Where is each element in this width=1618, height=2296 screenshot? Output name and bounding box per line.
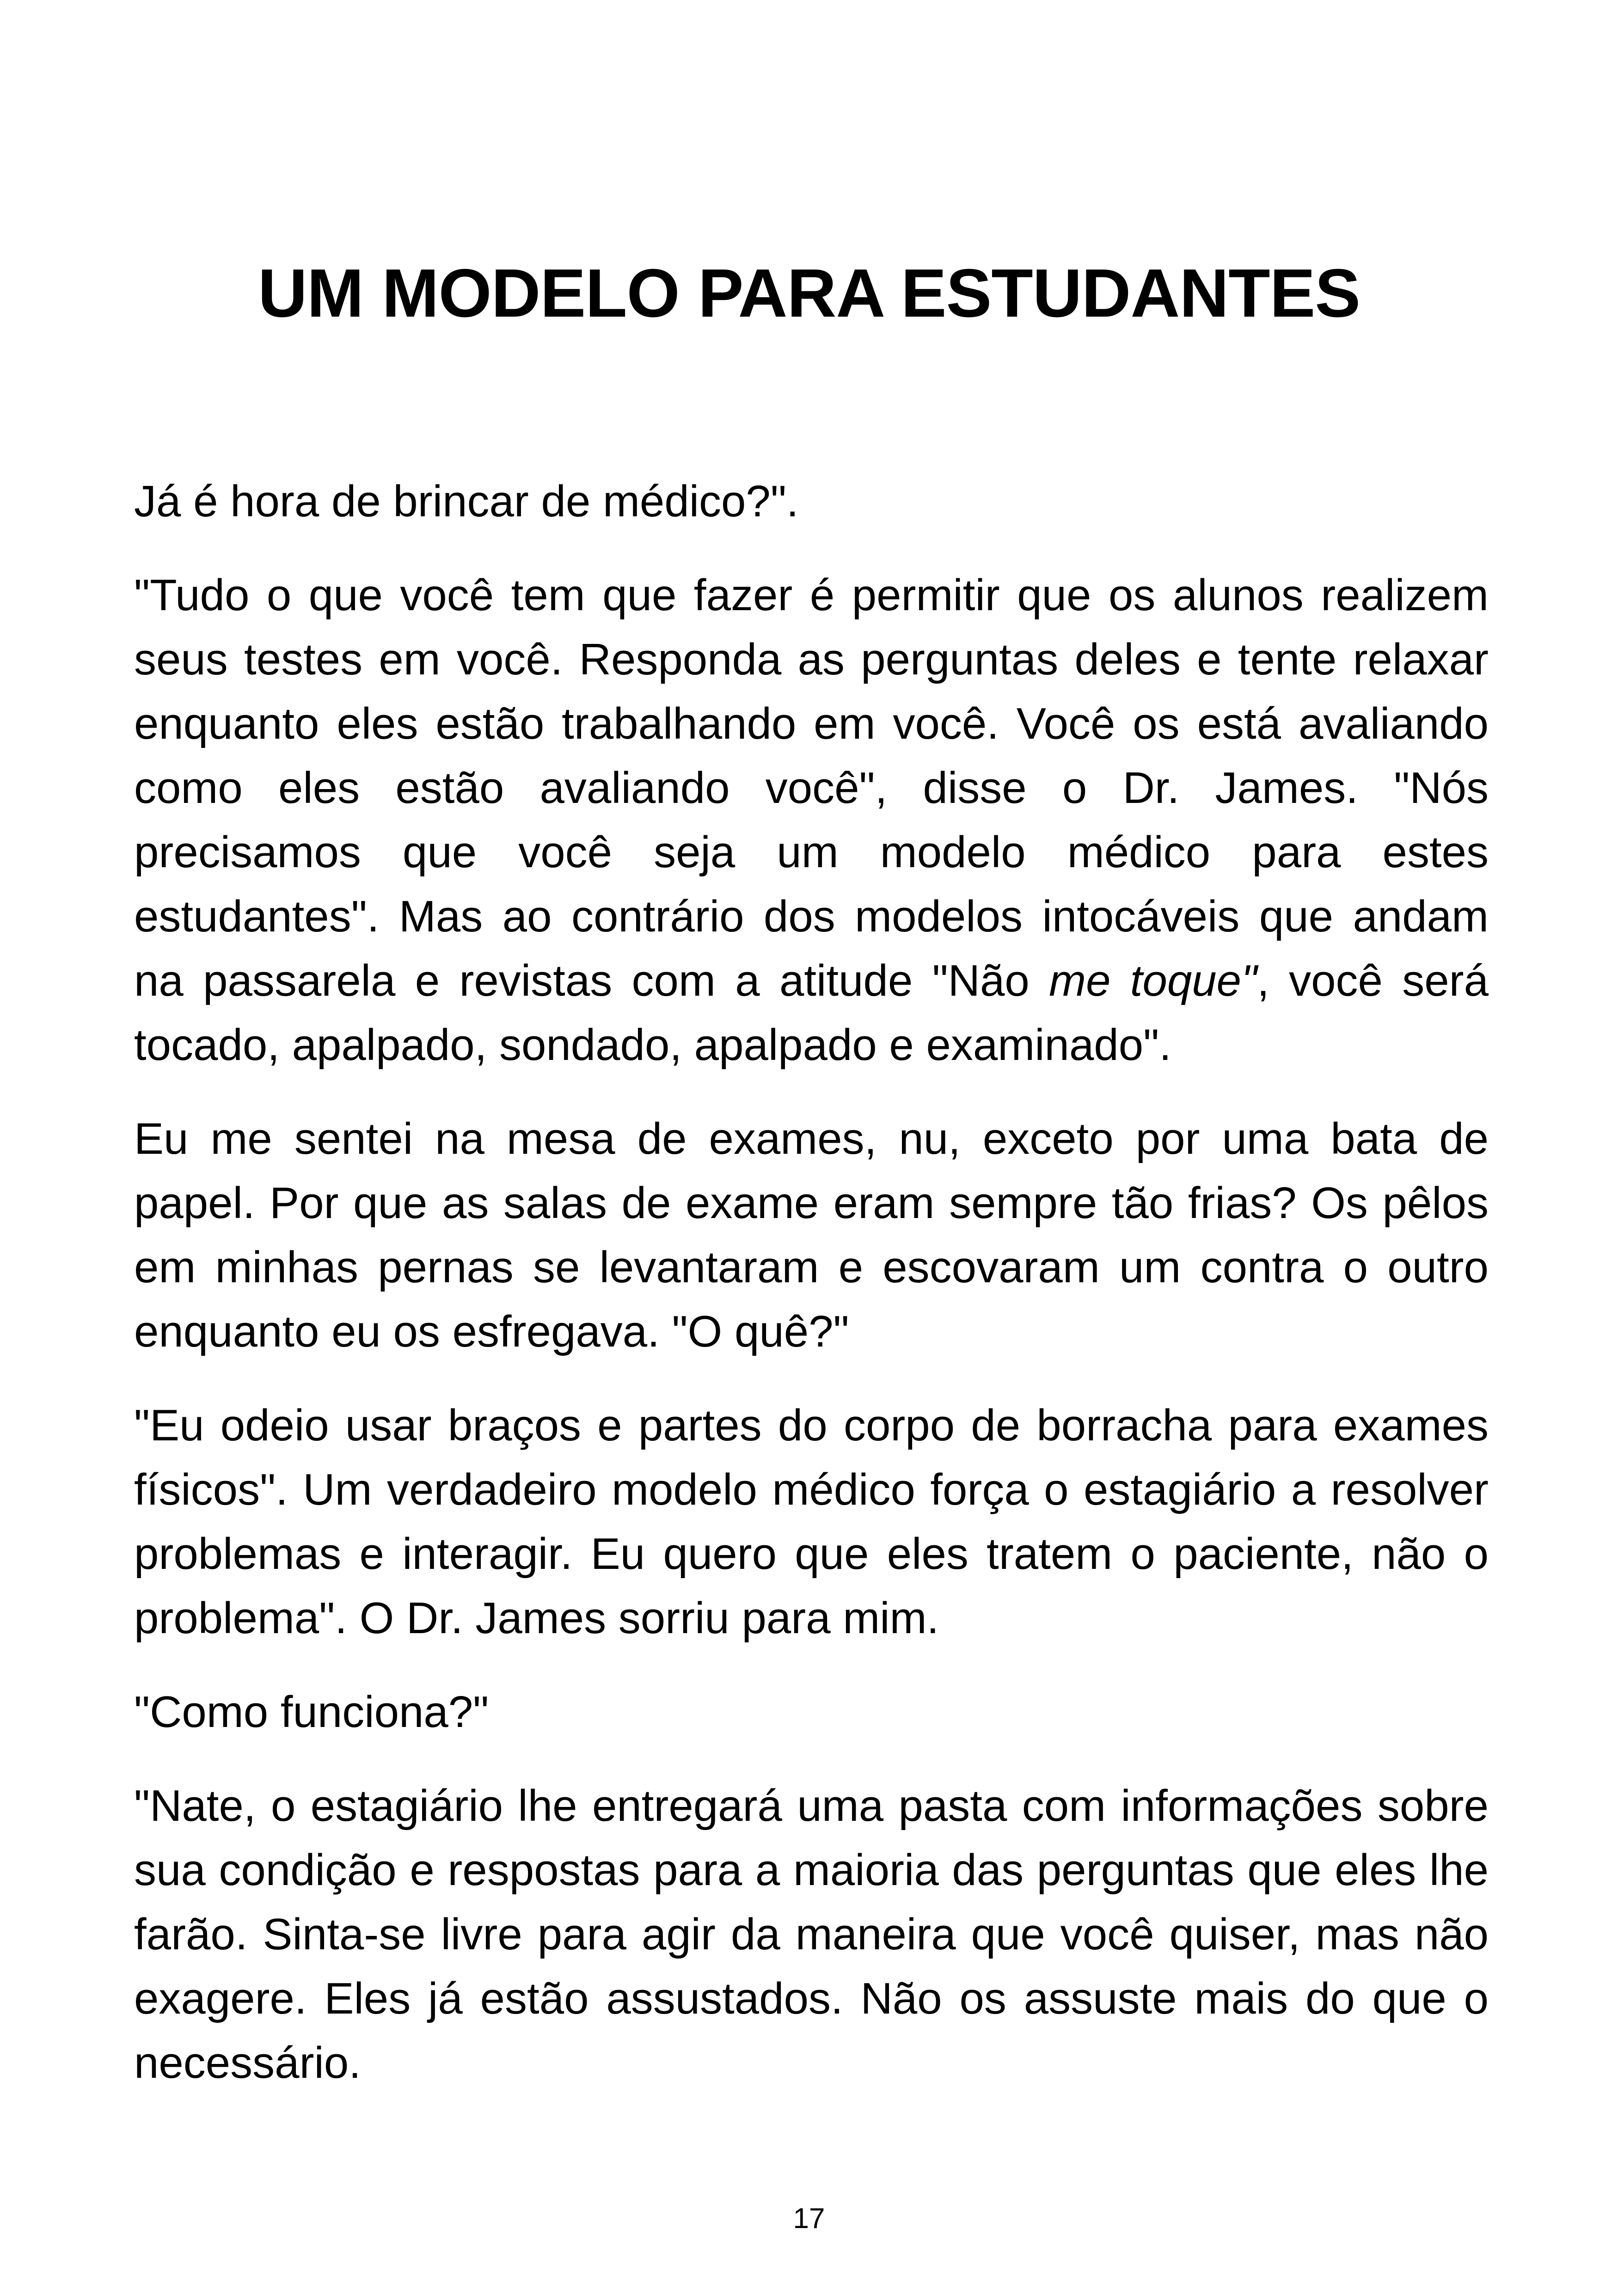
- paragraph-1: Já é hora de brincar de médico?".: [134, 477, 799, 526]
- body-text: [134, 469, 1489, 2095]
- paragraph-6: "Nate, o estagiário lhe entregará uma pasta com informações sobre sua condição e respostas para a maioria das perguntas que eles lhe farão. Sinta-se livre para agir da maneira que você quiser, mas não exagere. Eles já estão assustados. Não os assuste mais do que o necessário.: [134, 1781, 1489, 2088]
- page-number: 17: [793, 2203, 825, 2235]
- paragraph-2: [134, 563, 1489, 1077]
- paragraph-2-italic-text: me toque": [1049, 956, 1257, 1005]
- paragraph-5: "Como funciona?": [134, 1687, 489, 1737]
- paragraph-2-text-start: "Tudo o que você tem que fazer é permitir que os alunos realizem seus testes em você. Responda as perguntas deles e tente relaxar enquanto eles estão trabalhando em você. Você os está avaliando como eles estão avaliando você", disse o Dr. James. "Nós precisamos que você seja um modelo médico para estes estudantes". Mas ao contrário dos modelos intocáveis que andam na passarela e revistas com a atitude "Não: [134, 570, 1489, 1005]
- paragraph-2-text-end: , você será tocado, apalpado, sondado, apalpado e examinado".: [134, 956, 1489, 1070]
- page-title: UM MODELO PARA ESTUDANTES: [257, 255, 1361, 331]
- paragraph-4: "Eu odeio usar braços e partes do corpo de borracha para exames físicos". Um verdadeiro modelo médico força o estagiário a resolver problemas e interagir. Eu quero que eles tratem o paciente, não o problema". O Dr. James sorriu para mim.: [134, 1401, 1489, 1643]
- paragraph-3: Eu me sentei na mesa de exames, nu, exceto por uma bata de papel. Por que as salas de exame eram sempre tão frias? Os pêlos em minhas pernas se levantaram e escovaram um contra o outro enquanto eu os esfregava. "O quê?": [134, 1114, 1489, 1356]
